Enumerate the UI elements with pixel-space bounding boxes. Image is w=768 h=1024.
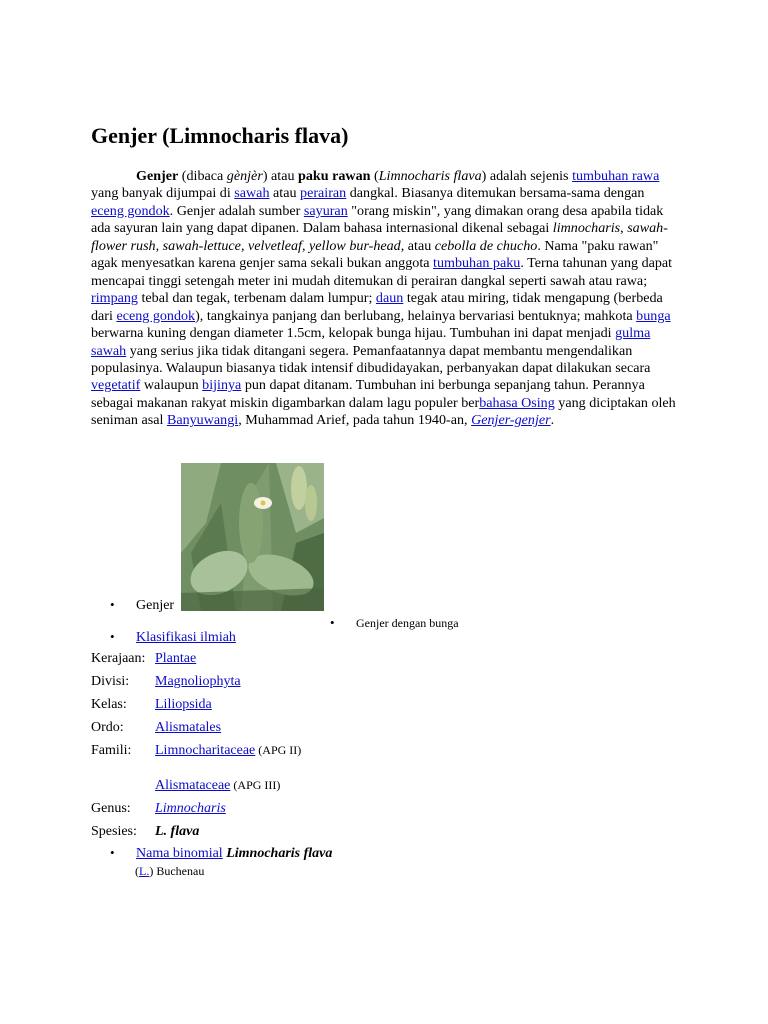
intro-paragraph (91, 168, 677, 430)
text: yang banyak dijumpai di (91, 185, 235, 202)
text: gènjèr (226, 168, 263, 184)
text: Limnocharis flava (222, 846, 333, 861)
link-magnoliophyta[interactable]: Magnoliophyta (155, 674, 241, 689)
text: ) adalah sejenis (481, 168, 573, 184)
link-linnaeus[interactable]: L. (139, 864, 150, 878)
text: dangkal. Biasanya ditemukan bersama-sama dengan (346, 185, 645, 202)
text: ( (370, 168, 379, 184)
link-genjer-genjer[interactable] (471, 412, 551, 428)
term-genjer: Genjer (136, 168, 179, 184)
text: atau (269, 185, 301, 202)
text: berwarna kuning dengan diameter 1.5cm, kelopak bunga hijau. Tumbuhan ini dapat menjadi (91, 325, 616, 342)
text: tebal dan tegak, terbenam dalam lumpur; (137, 290, 376, 307)
text: velvetleaf (247, 237, 302, 254)
text: yang serius jika tidak ditangani segera. Pemanfaatannya dapat membantu mengendalikan populasinya. Walaupun biasanya tidak intensif dibudidayakan, perbanyakan dapat dilakukan secara (91, 342, 651, 376)
taxo-label: Kelas: (91, 697, 127, 712)
text: . Nama "paku rawan" agak menyesatkan karena genjer sama sekali bukan anggota (91, 237, 659, 272)
text: walaupun (140, 377, 203, 394)
text: . Terna tahunan yang dapat mencapai tinggi setengah meter ini mudah ditemukan di perairan dangkal seperti sawah atau rawa; (91, 255, 673, 289)
link-bahasa-osing[interactable]: bahasa Osing (479, 394, 555, 411)
text: , (620, 220, 628, 237)
binomial-item (110, 845, 332, 862)
text: (dibaca (178, 168, 227, 184)
link-sawah-2[interactable]: sawah (91, 342, 127, 359)
taxo-value (155, 824, 199, 840)
link-alismatales[interactable]: Alismatales (155, 720, 222, 735)
text: yang diciptakan oleh seniman asal (91, 394, 676, 429)
link-nama-binomial[interactable]: Nama binomial (136, 846, 223, 861)
link-banyuwangi[interactable]: Banyuwangi (166, 412, 239, 429)
text: Genjer-genjer (471, 412, 551, 429)
link-sayuran[interactable]: sayuran (303, 202, 348, 219)
link-rimpang[interactable]: rimpang (91, 290, 138, 307)
taxo-value (155, 743, 301, 759)
text: ) Buchenau (149, 864, 205, 878)
term-paku-rawan: paku rawan (298, 168, 371, 184)
caption-genjer-bunga (330, 615, 459, 631)
binomial-name (223, 846, 333, 861)
page-title: Genjer (Limnocharis flava) (91, 123, 349, 148)
link-eceng-gondok-2[interactable]: eceng gondok (116, 307, 196, 324)
taxo-value (155, 778, 280, 794)
text: ) atau (262, 168, 299, 184)
text: ( (135, 864, 139, 878)
link-tumbuhan-paku[interactable]: tumbuhan paku (433, 255, 521, 272)
text: , atau (400, 237, 435, 254)
text: ), tangkainya panjang dan berlubang, helainya bervariasi bentuknya; mahkota (195, 307, 637, 324)
link-bijinya[interactable]: bijinya (202, 377, 242, 394)
link-vegetatif[interactable]: vegetatif (91, 377, 141, 394)
apg-note: (APG II) (255, 743, 302, 757)
binomial-authority (135, 864, 204, 879)
text: limnocharis (552, 220, 621, 237)
taxo-label: Genus: (91, 801, 131, 816)
link-eceng-gondok[interactable]: eceng gondok (91, 202, 170, 219)
apg-note: (APG III) (230, 778, 281, 792)
link-limnocharis[interactable] (155, 801, 226, 817)
text: L. flava (155, 824, 200, 839)
link-perairan[interactable]: perairan (300, 185, 347, 202)
text: . Genjer adalah sumber (169, 202, 304, 219)
text: cebolla de chucho (434, 237, 538, 254)
text: Limnocharis (155, 801, 226, 816)
text: . (550, 412, 555, 429)
link-klasifikasi-ilmiah[interactable]: Klasifikasi ilmiah (136, 630, 236, 645)
text: sawah-flower rush (91, 220, 668, 254)
text: , (301, 237, 310, 254)
link-daun[interactable]: daun (375, 290, 404, 307)
taxo-label: Ordo: (91, 720, 124, 735)
caption-genjer (110, 597, 174, 614)
link-alismataceae[interactable]: Alismataceae (155, 778, 231, 793)
taxo-label: Famili: (91, 743, 132, 758)
text: , (155, 237, 163, 254)
text: yellow bur-head (309, 237, 401, 254)
taxo-label: Divisi: (91, 674, 130, 689)
text: , Muhammad Arief, pada tahun 1940-an, (238, 412, 472, 429)
klasifikasi-item (110, 629, 236, 646)
link-bunga[interactable]: bunga (636, 307, 671, 324)
link-gulma[interactable]: gulma (615, 325, 651, 342)
caption-text: Genjer (136, 598, 175, 613)
text: "orang miskin", yang dimakan orang desa apabila tidak ada sayuran lain yang dapat dipanen. Dalam bahasa internasional dikenal sebagai (91, 202, 664, 237)
text: sawah-lettuce (162, 237, 241, 254)
link-plantae[interactable]: Plantae (155, 651, 197, 666)
text: Limnocharis flava (378, 168, 482, 184)
link-liliopsida[interactable]: Liliopsida (155, 697, 212, 712)
text: tegak atau miring, tidak mengapung (berbeda dari (91, 290, 663, 324)
caption-text: Genjer dengan bunga (356, 616, 459, 630)
text: , (240, 237, 248, 254)
link-tumbuhan-rawa[interactable]: tumbuhan rawa (572, 168, 660, 184)
text: pun dapat ditanam. Tumbuhan ini berbunga sepanjang tahun. Perannya sebagai makanan rakyat miskin digambarkan dalam lagu populer ber (91, 377, 645, 411)
link-sawah[interactable]: sawah (234, 185, 270, 202)
genjer-photo (181, 463, 324, 611)
link-limnocharitaceae[interactable]: Limnocharitaceae (155, 743, 256, 758)
taxo-label: Kerajaan: (91, 651, 146, 666)
taxo-label: Spesies: (91, 824, 137, 839)
